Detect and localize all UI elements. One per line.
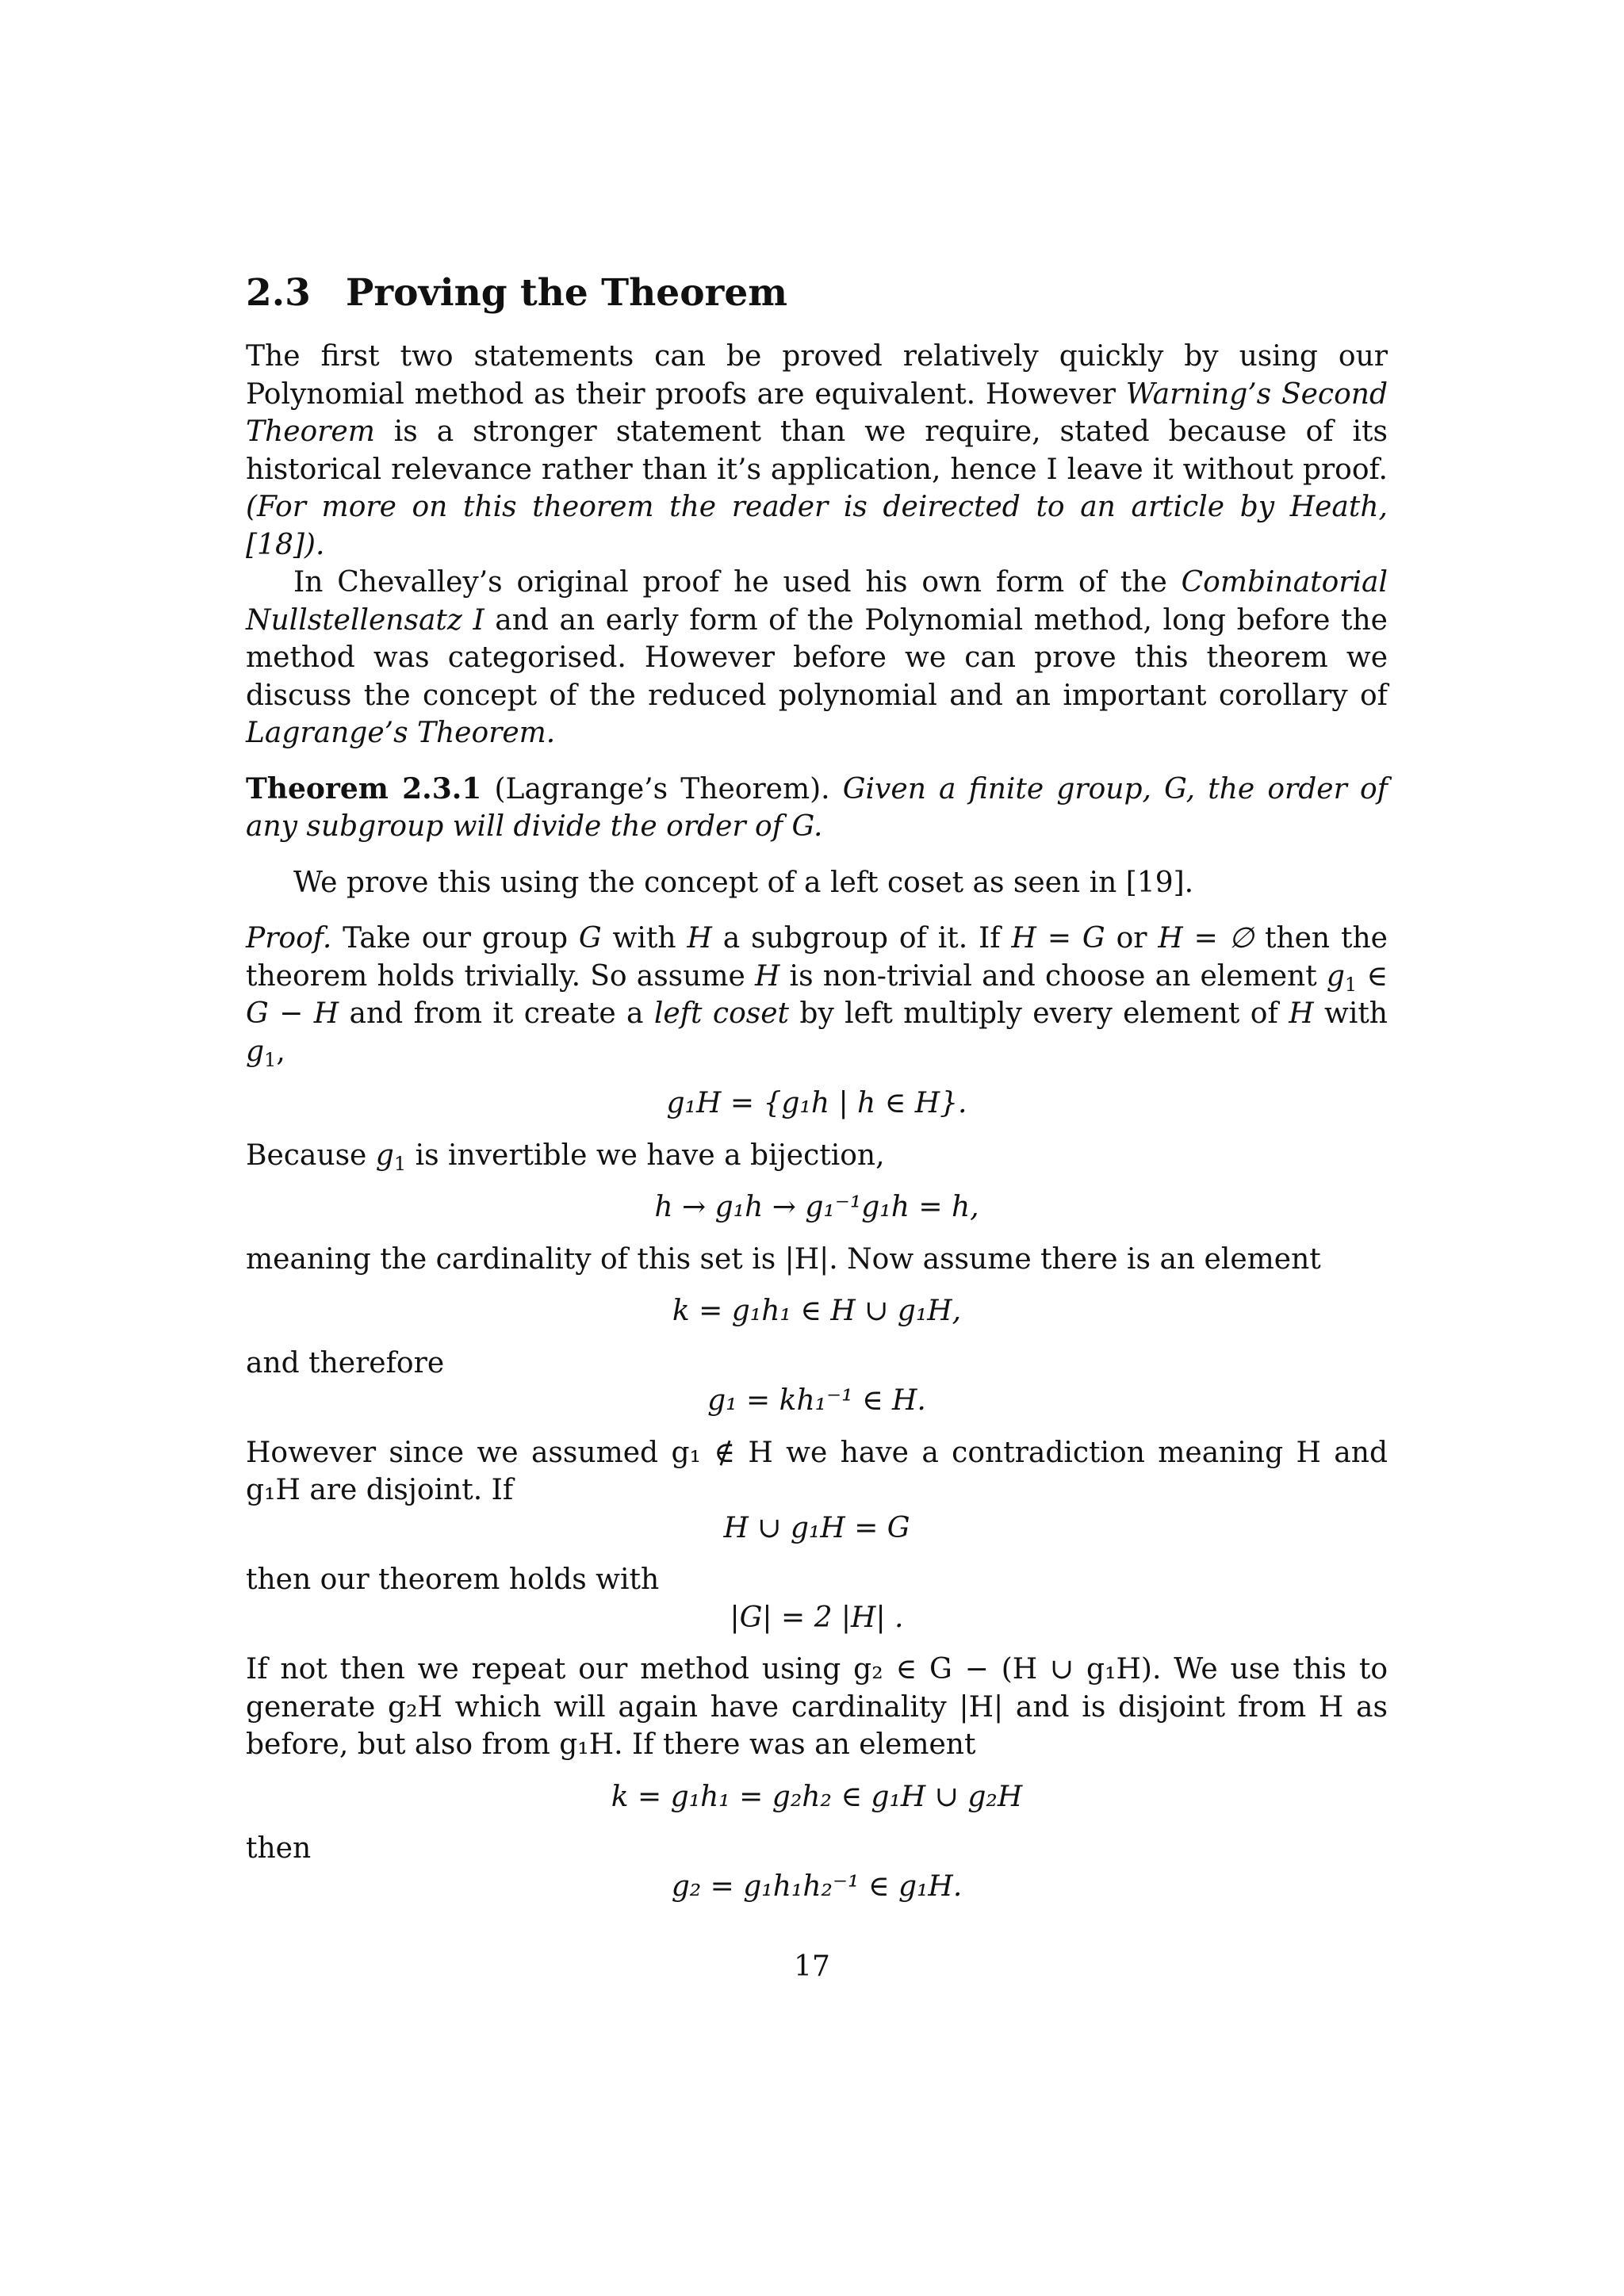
proof-text: is non-trivial and choose an element bbox=[779, 959, 1327, 993]
math-subscript: 1 bbox=[393, 1152, 407, 1175]
equation-union-g: H ∪ g₁H = G bbox=[723, 1511, 910, 1544]
math-symbol: g bbox=[246, 1035, 265, 1068]
proof-text: or bbox=[1105, 922, 1159, 955]
proof-text: Because bbox=[246, 1138, 376, 1172]
warning-theorem-ref: Warning’s Second Theorem bbox=[246, 377, 1388, 448]
then-text: then bbox=[246, 1832, 312, 1865]
math-symbol: H = ∅ bbox=[1158, 922, 1254, 955]
theorem-block bbox=[246, 771, 1388, 846]
theorem-holds-text: then our theorem holds with bbox=[246, 1563, 660, 1596]
proof-text: with bbox=[1313, 997, 1388, 1030]
proof-text: Take our group bbox=[331, 922, 579, 955]
intro-text: In Chevalley’s original proof he used his own form of the bbox=[293, 566, 1182, 599]
left-coset-term: left coset bbox=[653, 997, 789, 1030]
intro-text: and an early form of the Polynomial method, long before the method was categorised. However before we can prove this theorem we discuss the concept of the reduced polynomial and an important corollary of bbox=[246, 603, 1388, 712]
math-symbol: H = G bbox=[1011, 922, 1105, 955]
theorem-name: (Lagrange’s Theorem). bbox=[494, 772, 830, 806]
math-symbol: H bbox=[687, 922, 712, 955]
section-number: 2.3 bbox=[246, 271, 311, 315]
repeat-method-text: If not then we repeat our method using g₂ ∈ G − (H ∪ g₁H). We use this to generate g₂H which will again have cardinality |H| and is disjoint from H as before, but also from g₁H. If there was an element bbox=[246, 1653, 1388, 1761]
math-symbol: H bbox=[754, 959, 780, 993]
section-heading bbox=[246, 270, 1388, 317]
proof-paragraph bbox=[246, 920, 1388, 1070]
therefore-text: and therefore bbox=[246, 1346, 445, 1380]
equation-order: |G| = 2 |H| . bbox=[730, 1601, 904, 1634]
heath-reference: (For more on this theorem the reader is deirected to an article by Heath, [18]). bbox=[246, 491, 1388, 561]
contradiction-text: However since we assumed g₁ ∉ H we have a contradiction meaning H and g₁H are disjoint. If bbox=[246, 1436, 1388, 1506]
proof-text: with bbox=[601, 922, 688, 955]
proof-text: and from it create a bbox=[339, 997, 654, 1030]
proof-label: Proof. bbox=[246, 922, 332, 955]
equation-element-k2: k = g₁h₁ = g₂h₂ ∈ g₁H ∪ g₂H bbox=[611, 1780, 1023, 1813]
theorem-label: Theorem 2.3.1 bbox=[246, 771, 482, 806]
math-symbol: g bbox=[375, 1138, 394, 1172]
theorem-statement: Given a finite group, G, the order of any subgroup will divide the order of G. bbox=[246, 772, 1388, 843]
math-symbol: G bbox=[578, 922, 602, 955]
equation-g2-in-g1h: g₂ = g₁h₁h₂⁻¹ ∈ g₁H. bbox=[671, 1869, 963, 1903]
math-subscript: 1 bbox=[1344, 973, 1358, 996]
intro-text: is a stronger statement than we require, stated because of its historical relevance rather than it’s application, hence I leave it without proof. bbox=[246, 415, 1388, 486]
lagrange-ref: Lagrange’s Theorem. bbox=[246, 717, 556, 749]
cardinality-text: meaning the cardinality of this set is |H|. Now assume there is an element bbox=[246, 1242, 1321, 1276]
proof-text: then the theorem holds trivially. So assume bbox=[246, 922, 1388, 993]
proof-text: , bbox=[276, 1035, 285, 1068]
invertible-text bbox=[246, 1137, 1388, 1175]
page-content bbox=[246, 270, 1388, 1905]
proof-text: a subgroup of it. If bbox=[711, 922, 1012, 955]
pre-proof-text: We prove this using the concept of a left coset as seen in [19]. bbox=[293, 866, 1194, 899]
equation-bijection: h → g₁h → g₁⁻¹g₁h = h, bbox=[654, 1191, 979, 1223]
equation-g1-in-h: g₁ = kh₁⁻¹ ∈ H. bbox=[707, 1384, 926, 1417]
section-title: Proving the Theorem bbox=[346, 271, 787, 315]
proof-text: by left multiply every element of bbox=[789, 997, 1289, 1030]
intro-paragraph-2 bbox=[246, 564, 1388, 752]
proof-text: is invertible we have a bijection, bbox=[406, 1138, 885, 1172]
math-symbol: g bbox=[1326, 959, 1345, 993]
equation-left-coset: g₁H = {g₁h | h ∈ H}. bbox=[666, 1087, 967, 1119]
intro-text: The first two statements can be proved relatively quickly by using our Polynomial method as their proofs are equivalent. However bbox=[246, 340, 1388, 411]
intro-paragraph-1 bbox=[246, 338, 1388, 564]
math-subscript: 1 bbox=[264, 1048, 277, 1071]
equation-element-k: k = g₁h₁ ∈ H ∪ g₁H, bbox=[672, 1295, 962, 1327]
math-symbol: ∈ G − H bbox=[246, 959, 1388, 1030]
math-symbol: H bbox=[1289, 997, 1314, 1030]
nullstellensatz-ref: Combinatorial Nullstellensatz I bbox=[246, 566, 1388, 637]
page-number: 17 bbox=[794, 1950, 830, 1983]
